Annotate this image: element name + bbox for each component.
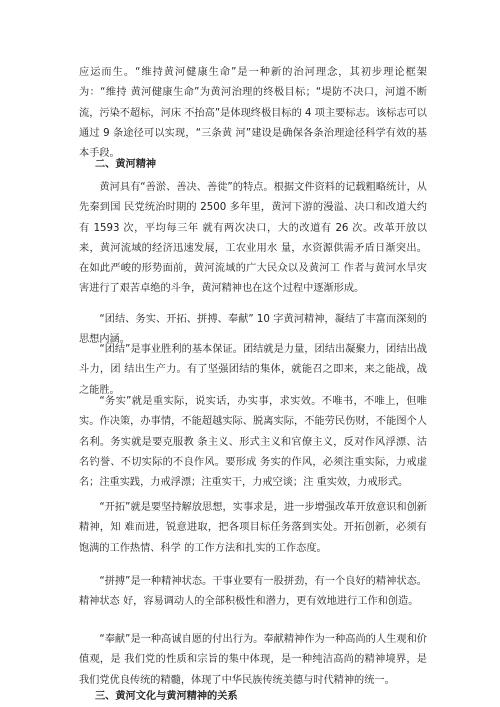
section-heading-yellow-river-spirit: 二、黄河精神: [95, 159, 157, 170]
paragraph-striving: “拼搏”是一种精神状态。干事业要有一股拼劲，有一个良好的精神状态。精神状态 好，容易调动人的全部积极性和潜力，更有效地进行工作和创造。: [79, 576, 427, 608]
section-heading-culture-and-spirit: 三、黄河文化与黄河精神的关系: [95, 691, 238, 702]
paragraph-river-history: 黄河具有“善淤、善决、善徙”的特点。根据文件资料的记载粗略统计，从先秦到国 民党统治时期的 2500 多年里，黄河下游的漫溢、决口和改道大约有 1593 次，平均每三年 就有两次决口，大的改道有 26 次。改革开放以来，黄河流域的经济迅速发展，工农业用水 量，水资源供需矛盾日渐突出。在如此严峻的形势面前，黄河流域的广大民众以及黄河工 作者与黄河水旱灾害进行了艰苦卓绝的斗争，黄河精神也在这个过程中逐渐形成。: [79, 182, 427, 295]
paragraph-health-concept: 应运而生。“维持黄河健康生命”是一种新的治河理念，其初步理论框架为：“维持 黄河健康生命”为黄河治理的终极目标；“堤防不决口，河道不断流，污染不超标，河床 不抬高”是体现终极目标的 4 项主要标志。该标志可以通过 9 条途径可以实现，“三条黄 河”建设是确保各条治理途径科学有效的基本手段。: [79, 67, 427, 160]
paragraph-unity: “团结”是事业胜利的基本保证。团结就是力量，团结出凝聚力，团结出战斗力，团 结出生产力。有了坚强团结的集体，就能召之即来，来之能战，战之能胜。: [79, 344, 427, 396]
paragraph-pioneering: “开拓”就是要坚持解放思想，实事求是，进一步增强改革开放意识和创新精神，知 难而进，锐意进取，把各项目标任务落到实处。开拓创新，必须有饱满的工作热情、科学 的工作方法和扎实的工作态度。: [79, 502, 427, 554]
paragraph-dedication: “奉献”是一种高诚自愿的付出行为。奉献精神作为一种高尚的人生观和价值观，是 我们党的性质和宗旨的集中体现，是一种纯洁高尚的精神境界，是我们党优良传统的精髓，体现了中华民族传统美德与时代精神的统一。: [79, 634, 427, 686]
paragraph-ten-character-spirit: “团结、务实、开拓、拼搏、奉献” 10 字黄河精神，凝结了丰富而深刻的思想内涵。: [79, 314, 427, 346]
paragraph-pragmatism: “务实”就是重实际，说实话，办实事，求实效。不唯书，不唯上，但唯实。作决策，办事情，不能超越实际、脱离实际，不能劳民伤财，不能图个人名利。务实就是要克服教 条主义、形式主义和官僚主义，反对作风浮漂、沽名钓誉、不切实际的不良作风。要形成 务实的作风，必须注重实际，力戒虚名；注重实践，力戒浮漂；注重实干，力戒空谈；注 重实效，力戒形式。: [79, 396, 427, 489]
